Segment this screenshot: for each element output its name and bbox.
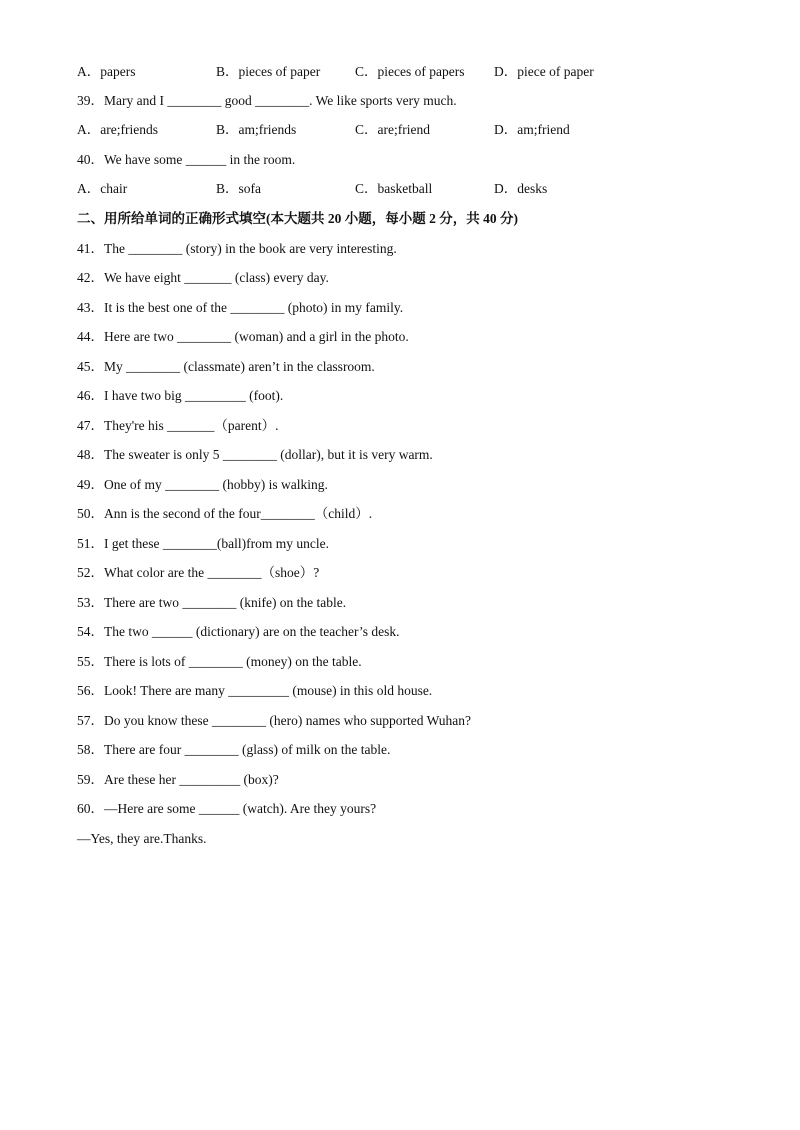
fill-question-52: 52．What color are the ________（shoe）? [77, 565, 320, 580]
fill-question-59: 59．Are these her _________ (box)? [77, 772, 279, 787]
fill-question-55: 55．There is lots of ________ (money) on the table. [77, 654, 362, 669]
q39-option-a: A．are;friends [77, 122, 158, 137]
fill-question-48: 48．The sweater is only 5 ________ (dollar), but it is very warm. [77, 447, 433, 462]
q40-option-d: D．desks [494, 181, 548, 196]
q40-option-b: B．sofa [216, 181, 261, 196]
fill-question-42: 42．We have eight _______ (class) every day. [77, 270, 329, 285]
fill-question-53: 53．There are two ________ (knife) on the table. [77, 595, 347, 610]
q38-option-b: B．pieces of paper [216, 64, 321, 79]
q39-stem: 39．Mary and I ________ good ________. We like sports very much. [77, 93, 457, 108]
q39-option-d: D．am;friend [494, 122, 570, 137]
q39-option-c: C．are;friend [355, 122, 430, 137]
fill-question-45: 45．My ________ (classmate) aren’t in the classroom. [77, 359, 375, 374]
fill-question-60: 60．—Here are some ______ (watch). Are they yours? [77, 801, 377, 816]
fill-question-56: 56．Look! There are many _________ (mouse) in this old house. [77, 683, 433, 698]
q40-stem: 40．We have some ______ in the room. [77, 152, 296, 167]
fill-question-44: 44．Here are two ________ (woman) and a girl in the photo. [77, 329, 409, 344]
q38-option-a: A．papers [77, 64, 136, 79]
q38-option-d: D．piece of paper [494, 64, 594, 79]
fill-question-47: 47．They're his _______（parent）. [77, 418, 279, 433]
q40-option-a: A．chair [77, 181, 128, 196]
fill-question-46: 46．I have two big _________ (foot). [77, 388, 284, 403]
fill-question-50: 50．Ann is the second of the four________（child）. [77, 506, 373, 521]
q38-option-c: C．pieces of papers [355, 64, 465, 79]
q39-option-b: B．am;friends [216, 122, 297, 137]
fill-question-41: 41．The ________ (story) in the book are very interesting. [77, 241, 397, 256]
q40-option-c: C．basketball [355, 181, 433, 196]
fill-question-43: 43．It is the best one of the ________ (photo) in my family. [77, 300, 404, 315]
fill-question-49: 49．One of my ________ (hobby) is walking. [77, 477, 328, 492]
fill-question-54: 54．The two ______ (dictionary) are on the teacher’s desk. [77, 624, 400, 639]
fill-question-51: 51．I get these ________(ball)from my uncle. [77, 536, 329, 551]
fill-question-57: 57．Do you know these ________ (hero) names who supported Wuhan? [77, 713, 472, 728]
fill-question-60-answer: —Yes, they are.Thanks. [77, 831, 207, 846]
fill-question-58: 58．There are four ________ (glass) of milk on the table. [77, 742, 391, 757]
section-heading: 二、用所给单词的正确形式填空(本大题共 20 小题，每小题 2 分，共 40 分) [77, 211, 518, 226]
